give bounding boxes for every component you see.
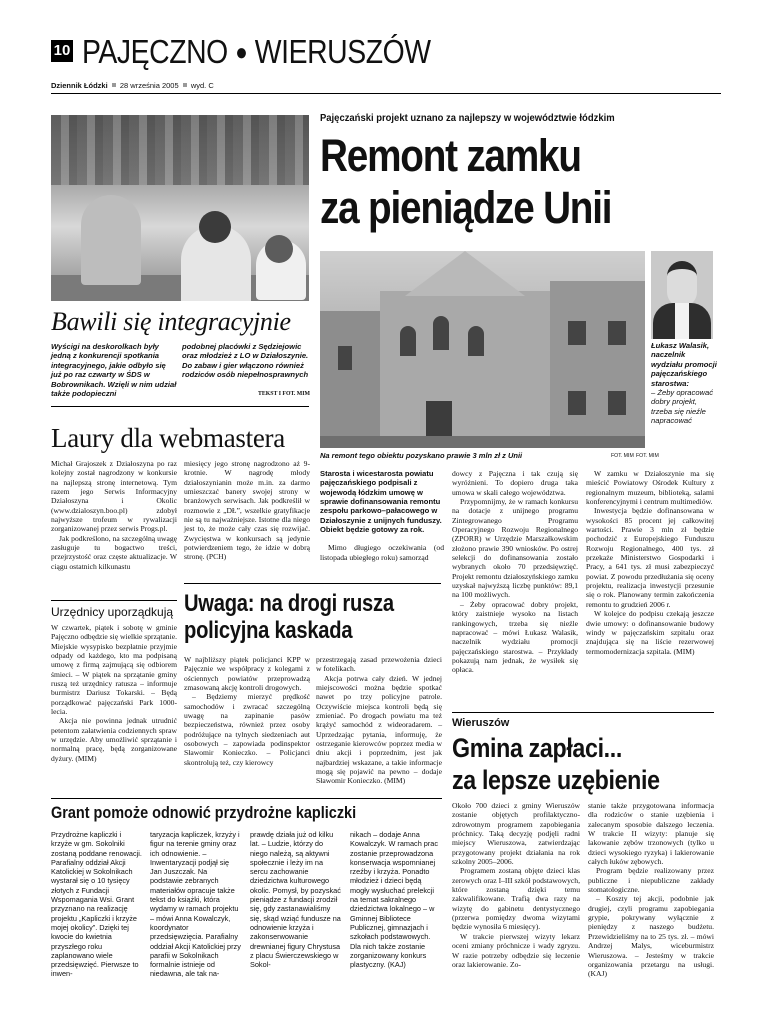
- police-paragraph: – Będziemy mierzyć prędkość samochodów i zwracać szczególną uwagę na zapinanie pasów bezpieczeństwa, również przez osoby podróżujące na tylnych siedzeniach aut osobowych – zapowiada podinspektor Sławomir Konieczko. – Policjanci skontrolują też, czy kierowcy: [184, 692, 310, 767]
- wieruszow-rule: [452, 712, 714, 713]
- urzednicy-body: [51, 623, 177, 763]
- wieruszow-headline: [452, 732, 660, 796]
- section-title-bullet: ●: [235, 39, 248, 66]
- integration-caption-left-text: Wyścigi na deskorolkach były jedną z konkurencji spotkania integracyjnego, jakie odbyło się już po raz czwarty w ŚDS w Bobrownikach. Wzięli w nim udział także podopieczni: [51, 342, 177, 399]
- castle-window: [608, 391, 626, 415]
- integration-caption-left: [51, 342, 177, 398]
- police-paragraph: Akcja potrwa cały dzień. W jednej miejscowości można będzie spotkać nawet po trzy policyjne patrole. Oczywiście miejsca kontroli będą się zmieniać. Po drogach powiatu ma też krążyć samochód z wideoradarem. – Uprzedzając pytania, informuję, że ostrzeganie kierowców poprzez media w dniu akcji i poprzednim, jest jak najbardziej wskazane, a takie informacje mogą się pojawić na pewno – dodaje Sławomir Konieczko. (MIM): [316, 673, 442, 786]
- page-number: 10: [53, 42, 71, 59]
- webmaster-col-1: [51, 459, 177, 571]
- grant-rule: [51, 798, 442, 799]
- castle-headline-line-1: Remont zamku: [320, 130, 581, 181]
- urzednicy-paragraph: W czwartek, piątek i sobotę w gminie Pajęczno odbędzie się wielkie sprzątanie. Miejskie wysypisko bezpłatnie przyjmie odpady od każdego, kto ma podpisaną umowę z firmą zajmującą się odbiorem śmieci. – W piątek na sprzątanie gminy ruszą też urzędnicy ratusza – informuje burmistrz Dariusz Tokarski. – Będą porządkować pajęczański Park 1000-lecia.: [51, 623, 177, 717]
- wieruszow-paragraph: W trakcie pierwszej wizyty lekarz oceni zmiany próchnicze i wady zgryzu. W razie potrzeby odbędzie się leczenie oraz lakierowanie. Zo-: [452, 931, 580, 969]
- castle-window: [338, 346, 352, 370]
- photo-figure-right-head: [265, 235, 293, 263]
- castle-ground: [320, 436, 645, 448]
- castle-paragraph: Mimo długiego oczekiwania (od listopada ubiegłego roku) samorząd: [320, 543, 444, 562]
- castle-paragraph: Przypomnijmy, że w ramach konkursu na dotacje z unijnego programu Zintegrowanego Programu Operacyjnego Rozwoju Regionalnego (ZPORR) w Urzędzie Marszałkowskim złożono prawie 390 wniosków. Po ostrej selekcji do dofinansowania zostało wybranych około 70 przedsięwzięć. Projekt remontu działoszyńskiego zamku uzyskał najwyższą liczbę punktów: 89,1 na 100 możliwych.: [452, 497, 578, 600]
- castle-paragraph: – Żeby opracować dobry projekt, który zaistnieje wysoko na listach rankingowych, trzeba się nieźle napracować – mówi Łukasz Walasik, naczelnik wydziału promocji pajęczańskiego starostwa. – Przykłady pokazują nam jednak, że wysiłek się opłaca.: [452, 599, 578, 675]
- paper-name: Dziennik Łódzki: [51, 81, 108, 90]
- police-paragraph: W najbliższy piątek policjanci KPP w Pajęcznie we współpracy z kolegami z ościennych powiatów przeprowadzą zmasowaną akcję kontroli drogowych.: [184, 655, 310, 693]
- wieruszow-paragraph: Program będzie realizowany przez publiczne i niepubliczne zakłady stomatologiczne.: [588, 866, 714, 895]
- wieruszow-headline-line-1: Gmina zapłaci...: [452, 733, 622, 763]
- police-headline-line-2: policyjna kaskada: [184, 617, 353, 644]
- edition: wyd. C: [190, 81, 214, 90]
- wieruszow-paragraph: Programem zostaną objęte dzieci klas zerowych oraz I–III szkół podstawowych, które zostaną dzięki temu zakwalifikowane. Trafią dwa razy na wizytę do gabinetu dentystycznego (przerwa pomiędzy dwoma wizytami będzie wynosiła 6 miesięcy).: [452, 866, 580, 932]
- castle-paragraph: W zamku w Działoszynie ma się mieścić Powiatowy Ośrodek Kultury z regionalnym muzeum, biblioteką, salami konferencyjnymi i centrum multimediów.: [586, 469, 714, 507]
- wieruszow-paragraph: – Koszty tej akcji, podobnie jak drugiej, czyli programu zapobiegania grypie, pokrywany wyłącznie z pieniędzy z naszego budżetu. Przewidzieliśmy na to 25 tys. zł. – mówi Andrzej Malys, wiceburmistrz Wieruszowa. – Jesteśmy w trakcie organizowania przetargu na usługi. (KAJ): [588, 894, 714, 979]
- walasik-caption-quote: – Żeby opracować dobry projekt, trzeba się nieźle napracować: [651, 388, 714, 426]
- integration-credit: TEKST I FOT. MIM: [258, 391, 310, 397]
- castle-photo-credit: FOT. MIM: [611, 453, 634, 459]
- integration-caption-right-text: podobnej placówki z Sędziejowic oraz młodzież z LO w Działoszynie. Do zabaw i gier włączono również rodziców osób niepełnosprawnych: [182, 342, 309, 380]
- portrait-head: [667, 261, 697, 307]
- separator-icon: [183, 83, 187, 87]
- section-title-right: WIERUSZÓW: [254, 33, 431, 70]
- grant-headline: Grant pomoże odnowić przydrożne kapliczki: [51, 803, 357, 822]
- castle-window: [568, 391, 586, 415]
- grant-col-2: taryzacja kapliczek, krzyży i figur na terenie gminy oraz ich odnowienie. – Inwentaryzacji podjął się Jan Juszczak. Na podstawie zebranych materiałów opracuje także tekst do książki, która wydamy w ramach projektu – mówi Anna Kowalczyk, koordynator przedsięwzięcia. Parafialny oddział Akcji Katolickiej przy parafii w Sokolnikach formalnie istnieje od niedawna, ale tak na-: [150, 830, 241, 979]
- wieruszow-headline-line-2: za lepsze uzębienie: [452, 765, 660, 795]
- grant-col-3: prawdę działa już od kilku lat. – Ludzie, którzy do niego należą, są aktywni społecznie i leży im na sercu zachowanie dziedzictwa kulturowego okolic. Pomysł, by pozyskać pieniądze z fundacji zrodził się, gdy zastanawialiśmy się, skąd wziąć fundusze na odnowienie krzyża i zakonserwowanie drewnianej figury Chrystusa z placu Świerczewskiego w Sokol-: [250, 830, 341, 970]
- page-number-box: [51, 40, 73, 62]
- masthead-rule: [51, 93, 721, 94]
- webmaster-col-2: [184, 459, 310, 562]
- castle-headline-line-2: za pieniądze Unii: [320, 182, 612, 233]
- castle-building-main: [380, 291, 550, 448]
- photo-figure-center-head: [199, 211, 231, 243]
- separator-icon: [112, 83, 116, 87]
- section-title: [82, 32, 431, 76]
- castle-building-left: [320, 311, 380, 448]
- walasik-portrait: [651, 251, 713, 339]
- masthead-dateline: [51, 81, 214, 90]
- police-paragraph: przestrzegają zasad przewożenia dzieci w fotelikach.: [316, 655, 442, 674]
- castle-window: [568, 321, 586, 345]
- webmaster-paragraph: miesięcy jego stronę nagrodzono aż 9-krotnie. W nagrodę młody działoszynianin może m.in. za darmo umieszczać banery swojej strony w branżowych serwisach. Jak podkreślił w rozmowie z „DŁ”, wszelkie gratyfikacje nie są tu najważniejsze. Istotne dla niego jest to, że może cały czas się rozwijać. Zwycięstwa w konkursach są jedynie potwierdzeniem tego, że idzie w dobrą stronę. (PCH): [184, 459, 310, 562]
- police-col-2: [316, 655, 442, 786]
- police-col-1: [184, 655, 310, 767]
- webmaster-paragraph: Michał Grajoszek z Działoszyna po raz kolejny został nagrodzony w konkursie na najlepszą stronę internetową. Tym razem jego Serwis Informacyjny Działoszyna i Okolic (www.dzialoszyn.boo.pl) zdobył najwyższe trofeum w rywalizacji zorganizowanej przez serwis Progs.pl.: [51, 459, 177, 534]
- castle-photo: [320, 251, 645, 448]
- police-headline-line-1: Uwaga: na drogi rusza: [184, 590, 394, 617]
- webmaster-headline: Laury dla webmastera: [51, 423, 285, 453]
- wieruszow-col-2: [588, 801, 714, 979]
- castle-lead: Starosta i wicestarosta powiatu pajęczańskiego podpisali z wojewodą łódzkim umowę w sprawie dofinansowania remontu zespołu parkowo–pałacowego w Działoszynie z unijnych funduszy. Obiekt będzie gotowy za rok.: [320, 469, 442, 535]
- webmaster-paragraph: Jak podkreślono, na szczególną uwagę zasługuje tu bogactwo treści, przejrzystość oraz częste aktualizacje. W ciągu ostatnich kilkunastu: [51, 533, 177, 571]
- walasik-caption-name: Łukasz Walasik, naczelnik wydziału promocji pajęczańskiego starostwa:: [651, 341, 717, 388]
- wieruszow-kicker: Wieruszów: [452, 717, 510, 729]
- webmaster-rule: [51, 600, 177, 601]
- urzednicy-paragraph: Akcja nie powinna jednak utrudnić petentom załatwienia codziennych spraw w urzędzie. Aby umożliwić sprzątanie i normalną pracę, będą zorganizowane dyżury. (MIM): [51, 716, 177, 763]
- castle-photo-caption: Na remont tego obiektu pozyskano prawie 3 mln zł z Unii: [320, 451, 523, 460]
- urzednicy-headline: Urzędnicy uporządkują: [51, 605, 174, 619]
- castle-col-1-body: [320, 543, 444, 562]
- castle-col-1: [320, 469, 444, 562]
- integration-photo: [51, 115, 309, 301]
- police-rule: [184, 583, 441, 584]
- castle-window: [468, 326, 484, 356]
- integration-caption-right: [182, 342, 310, 380]
- photo-figure-left: [81, 195, 141, 285]
- castle-paragraph: dowcy z Pajęczna i tak czują się wyróżnieni. To dopiero druga taka umowa w skali całego województwa.: [452, 469, 578, 497]
- wieruszow-paragraph: Około 700 dzieci z gminy Wieruszów zostanie objętych profilaktyczno-zdrowotnym programem zapobiegania próchnicy. Taką decyzję podjęli radni miejscy Wieruszowa, zatwierdzając przygotowany projekt działania na rok szkolny 2005–2006.: [452, 801, 580, 867]
- grant-col-1: Przydrożne kapliczki i krzyże w gm. Sokolniki zostaną poddane renowacji. Parafialny oddział Akcji Katolickiej w Sokolnikach wystarał się o 10 tysięcy złotych z Fundacji Wspomagania Wsi. Grant przyznano na realizację projektu „Kapliczki i krzyże mojej okolicy”. Dzięki tej kwocie do kwietnia przyszłego roku zaplanowano wiele przedsięwzięć. Pierwsze to inwen-: [51, 830, 142, 979]
- castle-col-2: [452, 469, 578, 675]
- issue-date: 28 września 2005: [119, 81, 179, 90]
- castle-kicker: Pajęczański projekt uznano za najlepszy w województwie łódzkim: [320, 112, 615, 124]
- castle-col-3: [586, 469, 714, 656]
- castle-building-right: [550, 281, 645, 448]
- castle-window: [433, 316, 449, 350]
- castle-window: [608, 321, 626, 345]
- portrait-credit: FOT. MIM: [636, 453, 659, 459]
- wieruszow-paragraph: stanie także przygotowana informacja dla rodziców o stanie uzębienia i zalecanym sposobie dalszego leczenia. W trakcie II wizyty: planuje się lakowanie zębów trzonowych (tylko u dzieci wysokiego ryzyka) i lakierowanie całych łuków zębowych.: [588, 801, 714, 867]
- portrait-shirt: [675, 303, 689, 339]
- section-title-left: PAJĘCZNO: [82, 33, 228, 70]
- integration-headline: Bawili się integracyjnie: [51, 307, 291, 336]
- photo-background-crowd: [51, 115, 309, 185]
- grant-col-4: nikach – dodaje Anna Kowalczyk. W ramach prac zostanie przeprowadzona konserwacja wspomnianej rzeźby i krzyża. Ponadto młodzież i dzieci będą mogły wysłuchać prelekcji na temat sakralnego dziedzictwa lokalnego – w Gminnej Bibliotece Publicznej, gimnazjach i szkołach podstawowych. Dla nich także zostanie zorganizowany konkurs plastyczny. (KAJ): [350, 830, 438, 970]
- castle-gable: [405, 251, 525, 296]
- police-headline: [184, 590, 394, 644]
- integration-rule: [51, 406, 309, 407]
- castle-window: [400, 326, 416, 356]
- wieruszow-col-1: [452, 801, 580, 969]
- castle-paragraph: Inwestycja będzie dofinansowana w wysokości 85 procent jej całkowitej wartości. Prawie 3 mln zł będzie pochodzić z Europejskiego Funduszu Rozwoju Regionalnego, 400 tys. zł przekaże Ministerstwo Gospodarki i Pracy, a 641 tys. zł musi zabezpieczyć powiat. Z powodu przedłużania się oceny projektu, realizacja inwestycji przesunie się o rok. Planowany termin zakończenia remontu to grudzień 2006 r.: [586, 506, 714, 609]
- castle-paragraph: W kolejce do podpisu czekają jeszcze dwie umowy: o dofinansowanie budowy windy w pajęczańskim szpitalu oraz znajdująca się na liście rezerwowej termomodernizacja szpitala. (MIM): [586, 609, 714, 656]
- castle-headline: [320, 130, 611, 234]
- walasik-caption: [651, 341, 717, 426]
